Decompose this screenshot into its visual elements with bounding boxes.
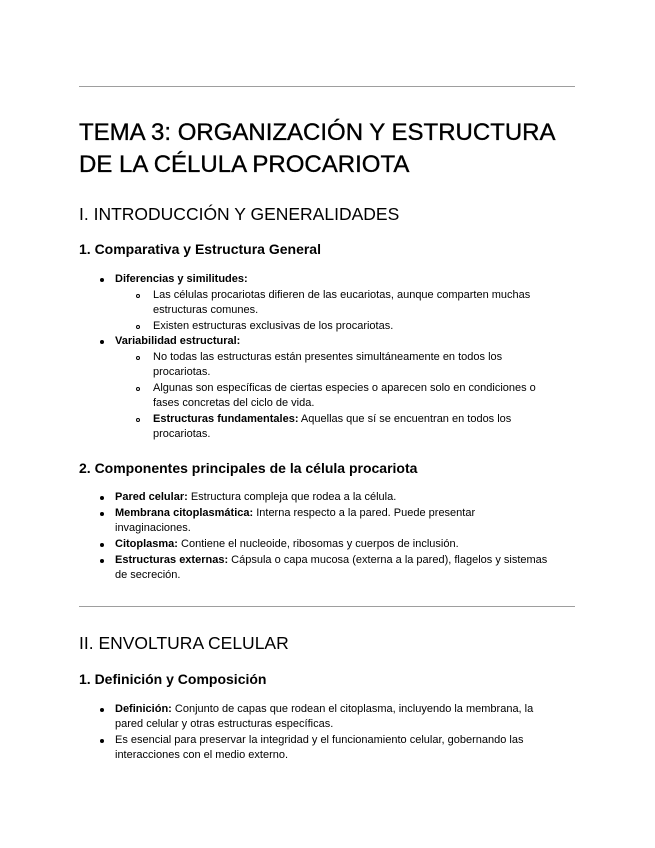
circle-bullet-icon	[136, 325, 140, 329]
list-item-continuation: estructuras comunes.	[153, 304, 259, 316]
list-item: Variabilidad estructural:	[115, 335, 241, 347]
circle-bullet-icon	[136, 294, 140, 298]
list-item-continuation: procariotas.	[153, 428, 211, 440]
bullet-icon	[100, 559, 104, 563]
bullet-icon	[100, 708, 104, 712]
list-item-continuation: interacciones con el medio externo.	[115, 749, 289, 761]
section-1-heading: I. INTRODUCCIÓN Y GENERALIDADES	[79, 204, 400, 224]
circle-bullet-icon	[136, 387, 140, 391]
list-item: Existen estructuras exclusivas de los procariotas.	[153, 320, 394, 332]
circle-bullet-icon	[136, 356, 140, 360]
list-item: Las células procariotas difieren de las eucariotas, aunque comparten muchas	[153, 289, 531, 301]
list-item-continuation: pared celular y otras estructuras específicas.	[115, 718, 334, 730]
list-item: Definición: Conjunto de capas que rodean el citoplasma, incluyendo la membrana, la	[115, 703, 534, 715]
list-item: Membrana citoplasmática: Interna respecto a la pared. Puede presentar	[115, 507, 476, 519]
list-item-continuation: invaginaciones.	[115, 522, 191, 534]
list-item: Diferencias y similitudes:	[115, 273, 248, 285]
section-divider	[79, 606, 575, 607]
subsection-2-1-heading: 1. Definición y Composición	[79, 671, 267, 687]
list-item: Es esencial para preservar la integridad y el funcionamiento celular, gobernando las	[115, 734, 524, 746]
bullet-icon	[100, 512, 104, 516]
list-item: Estructuras externas: Cápsula o capa mucosa (externa a la pared), flagelos y sistemas	[115, 554, 548, 566]
document-title-line-1: TEMA 3: ORGANIZACIÓN Y ESTRUCTURA	[79, 119, 556, 146]
document-title-line-2: DE LA CÉLULA PROCARIOTA	[79, 151, 410, 178]
list-item-continuation: fases concretas del ciclo de vida.	[153, 397, 315, 409]
bullet-icon	[100, 739, 104, 743]
bullet-icon	[100, 543, 104, 547]
list-item: No todas las estructuras están presentes simultáneamente en todos los	[153, 351, 503, 363]
list-item: Algunas son específicas de ciertas especies o aparecen solo en condiciones o	[153, 382, 536, 394]
bullet-icon	[100, 340, 104, 344]
list-item: Estructuras fundamentales: Aquellas que sí se encuentran en todos los	[153, 413, 512, 425]
section-2-heading: II. ENVOLTURA CELULAR	[79, 633, 289, 653]
list-item: Citoplasma: Contiene el nucleoide, ribosomas y cuerpos de inclusión.	[115, 538, 459, 550]
bullet-icon	[100, 496, 104, 500]
circle-bullet-icon	[136, 418, 140, 422]
list-item-continuation: de secreción.	[115, 569, 181, 581]
list-item-continuation: procariotas.	[153, 366, 211, 378]
list-item: Pared celular: Estructura compleja que rodea a la célula.	[115, 491, 397, 503]
subsection-1-1-heading: 1. Comparativa y Estructura General	[79, 241, 321, 257]
subsection-1-2-heading: 2. Componentes principales de la célula procariota	[79, 460, 418, 476]
top-divider	[79, 86, 575, 87]
bullet-icon	[100, 278, 104, 282]
